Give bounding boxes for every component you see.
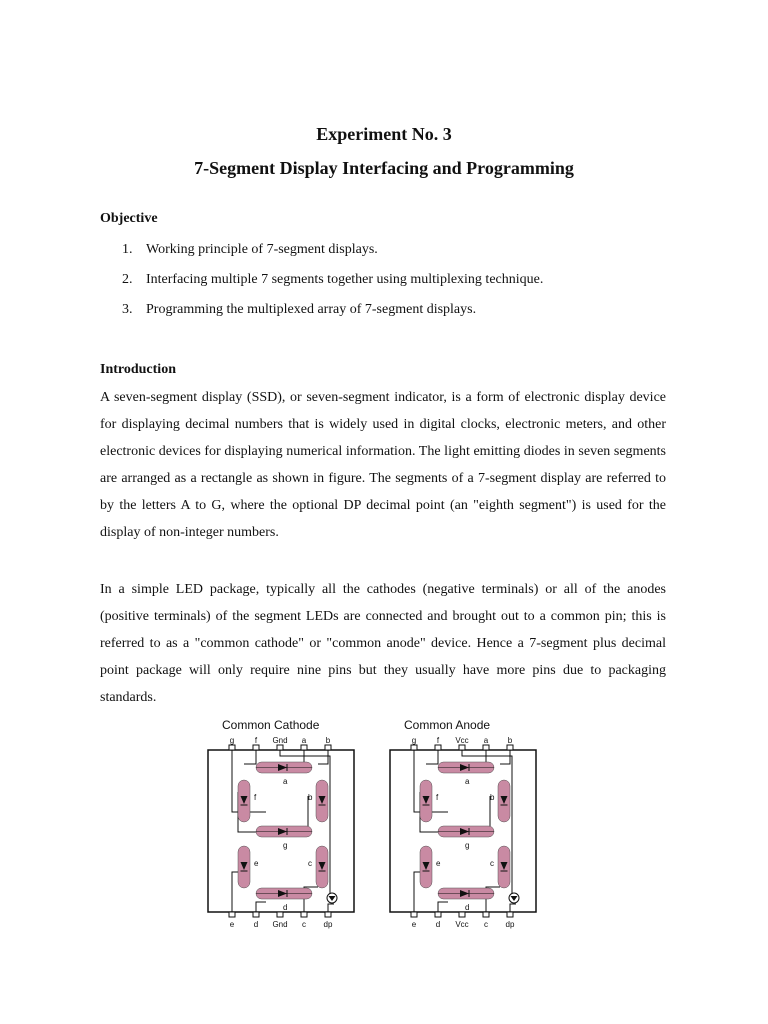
bottom-pin <box>229 912 235 917</box>
objective-heading: Objective <box>100 211 158 226</box>
wire-trace <box>244 750 256 764</box>
bottom-pin <box>483 912 489 917</box>
bottom-pin <box>411 912 417 917</box>
experiment-number: Experiment No. 3 <box>316 124 452 144</box>
bottom-pin-label: Vcc <box>455 920 469 929</box>
bottom-pin <box>507 912 513 917</box>
top-pin-label: g <box>229 736 235 745</box>
segment-label: a <box>465 777 470 786</box>
wire-trace <box>426 750 438 764</box>
bottom-pin <box>325 912 331 917</box>
bottom-pin-label: d <box>253 920 259 929</box>
intro-paragraph-2: In a simple LED package, typically all the cathodes (negative terminals) or all of the anodes (positive terminals) of the segment LEDs are connected and brought out to a common pin; this is referred to as a "common cathode" or "common anode" device. Hence a 7-segment plus decimal point package will only require nine pins but they usually have more pins due to packaging standards. <box>100 582 666 705</box>
decimal-point-diode-icon <box>329 896 336 901</box>
top-pin-label: b <box>325 736 331 745</box>
top-pin-label: a <box>483 736 489 745</box>
bottom-pin-label: Gnd <box>272 920 288 929</box>
wire-trace <box>256 902 266 912</box>
list-item-text: Programming the multiplexed array of 7-segment displays. <box>146 302 477 317</box>
top-pin <box>229 745 235 750</box>
top-pin <box>325 745 331 750</box>
top-pin <box>435 745 441 750</box>
diagram-title: Common Cathode <box>222 718 320 732</box>
list-item <box>122 240 543 270</box>
top-pin <box>411 745 417 750</box>
list-item <box>122 270 543 300</box>
segment-label: f <box>254 793 257 802</box>
segment-label: f <box>436 793 439 802</box>
bottom-pin <box>459 912 465 917</box>
list-item-number: 1. <box>122 242 133 257</box>
bottom-pin-label: dp <box>323 920 333 929</box>
introduction-heading: Introduction <box>100 362 176 377</box>
list-item-number: 3. <box>122 302 133 317</box>
segment-label: c <box>490 859 494 868</box>
common-cathode-diagram <box>208 718 354 929</box>
top-pin-label: Vcc <box>455 736 469 745</box>
bottom-pin-label: e <box>411 920 417 929</box>
top-pin <box>301 745 307 750</box>
common-anode-diagram <box>390 718 536 929</box>
list-item <box>122 300 543 330</box>
document-title: 7-Segment Display Interfacing and Programming <box>194 158 574 178</box>
segment-label: c <box>308 859 312 868</box>
segment-label: e <box>254 859 259 868</box>
top-pin <box>483 745 489 750</box>
wire-trace <box>510 904 516 912</box>
segment-label: a <box>283 777 288 786</box>
top-pin <box>507 745 513 750</box>
segment-label: d <box>465 903 470 912</box>
segment-label: e <box>436 859 441 868</box>
top-pin <box>277 745 283 750</box>
list-item-text: Working principle of 7-segment displays. <box>146 242 378 257</box>
segment-label: g <box>283 841 288 850</box>
objective-list <box>122 240 543 330</box>
list-item-text: Interfacing multiple 7 segments together using multiplexing technique. <box>146 272 544 287</box>
bottom-pin-label: e <box>229 920 235 929</box>
top-pin-label: f <box>436 736 440 745</box>
seven-segment-diagram <box>198 712 548 942</box>
bottom-pin-label: d <box>435 920 441 929</box>
top-pin <box>253 745 259 750</box>
bottom-pin <box>435 912 441 917</box>
bottom-pin-label: c <box>302 920 306 929</box>
wire-trace <box>318 750 328 764</box>
intro-paragraph-1: A seven-segment display (SSD), or seven-segment indicator, is a form of electronic display device for displaying decimal numbers that is widely used in digital clocks, electronic meters, and other electronic devices for displaying numerical information. The light emitting diodes in seven segments are arranged as a rectangle as shown in figure. The segments of a 7-segment display are referred to by the letters A to G, where the optional DP decimal point (an "eighth segment") is used for the display of non-integer numbers. <box>100 390 666 540</box>
wire-trace <box>438 902 448 912</box>
segment-label: d <box>283 903 288 912</box>
top-pin-label: g <box>411 736 417 745</box>
top-pin <box>459 745 465 750</box>
bottom-pin-label: dp <box>505 920 515 929</box>
bottom-pin <box>277 912 283 917</box>
wire-trace <box>328 904 334 912</box>
top-pin-label: f <box>254 736 258 745</box>
top-pin-label: a <box>301 736 307 745</box>
segment-label: b <box>490 793 495 802</box>
decimal-point-diode-icon <box>511 896 518 901</box>
bottom-pin <box>253 912 259 917</box>
bottom-pin-label: c <box>484 920 488 929</box>
diagram-title: Common Anode <box>404 718 491 732</box>
top-pin-label: Gnd <box>272 736 288 745</box>
wire-trace <box>500 750 510 764</box>
segment-label: g <box>465 841 470 850</box>
segment-label: b <box>308 793 313 802</box>
top-pin-label: b <box>507 736 513 745</box>
bottom-pin <box>301 912 307 917</box>
list-item-number: 2. <box>122 272 133 287</box>
